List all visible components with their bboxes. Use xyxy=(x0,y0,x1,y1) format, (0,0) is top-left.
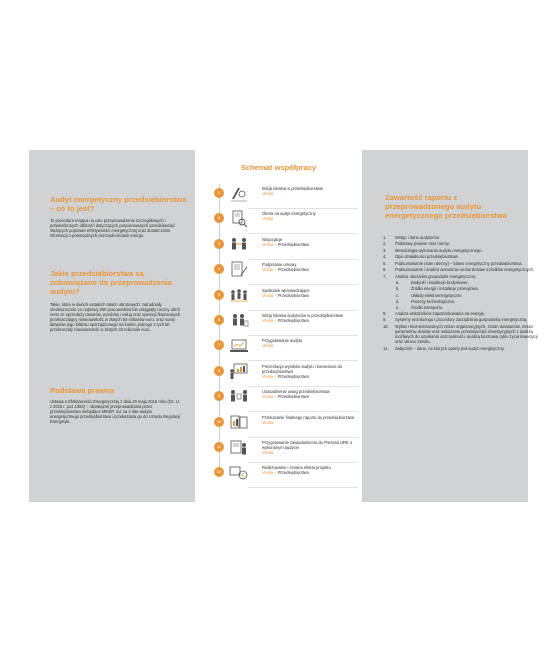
meeting-icon xyxy=(229,287,249,305)
role-veolia: Veolia xyxy=(262,394,274,400)
item-text: Procesy technologiczne, xyxy=(411,298,456,304)
role-veolia: Veolia xyxy=(262,343,274,349)
step-9 xyxy=(210,388,360,412)
step-text xyxy=(262,440,362,455)
step-roles xyxy=(262,470,362,475)
role-separator: + xyxy=(273,470,278,476)
item-marker: a. xyxy=(396,280,400,286)
step-divider xyxy=(248,437,358,438)
step-number: 1 xyxy=(214,188,224,198)
role-veolia: Veolia xyxy=(262,318,274,324)
step-number: 12 xyxy=(214,467,224,477)
agreement-icon xyxy=(229,388,249,406)
item-text: Analiza obszarów gospodarki energetycznej: xyxy=(395,273,477,279)
step-text xyxy=(262,389,362,399)
item-text: Opis działalności przedsiębiorstwa. xyxy=(395,254,459,260)
step-7 xyxy=(210,337,360,361)
step-title: Przygotowanie audytu xyxy=(262,338,303,344)
laptop-chart-icon xyxy=(229,337,249,355)
report-item xyxy=(383,310,539,316)
step-text xyxy=(262,237,362,247)
step-5 xyxy=(210,287,360,311)
cooperation-scheme-panel xyxy=(195,150,362,502)
item-text: Źródła energii i instalacje przesyłowe, xyxy=(411,286,480,292)
obligated-companies-text: Takie, które w dwóch ostatnich latach obrotowych: zatrudniały średniorocznie co najmniej 250 pracowników lub osiągnęły roczny obrót netto ze sprzedaży towarów, wyrobów i usług oraz operacji finansowych przekraczający równowartość w złotych 50 milionów euro, oraz sumy aktywów jego bilansu sporządzonego na koniec jednego z tych lat przekraczały równowartość w złotych 43 milionów euro. xyxy=(50,302,181,333)
item-marker: 11. xyxy=(383,345,389,351)
step-text xyxy=(262,338,362,348)
report-subitem xyxy=(394,305,539,310)
cooperation-scheme-title: Schemat współpracy xyxy=(240,163,317,172)
audit-definition-heading: Audyt energetyczny przedsiębiorstwa – co to jest? xyxy=(50,195,187,213)
item-text: Podsumowanie i analiza warunków umów dostaw nośników energetycznych. xyxy=(395,267,535,273)
item-text: Metodologia wykonania audytu energetycznego. xyxy=(395,247,483,253)
step-title: Realizowanie i zmiana efektu projektu xyxy=(262,465,331,471)
report-subitem xyxy=(394,280,539,285)
item-marker: 2. xyxy=(383,241,387,247)
step-divider xyxy=(248,462,358,463)
item-marker: 9. xyxy=(383,317,387,323)
step-text xyxy=(262,288,362,298)
step-roles xyxy=(262,318,362,323)
role-separator: + xyxy=(273,394,278,400)
step-title: Wizja lokalna audytorów w przedsiębiorstwie xyxy=(262,313,343,318)
report-item xyxy=(383,241,539,247)
step-divider xyxy=(248,411,358,412)
step-title: Uzasadnienie uwag przedsiębiorstwa xyxy=(262,389,330,395)
step-title: Negocjacje xyxy=(262,236,283,242)
item-marker: 7. xyxy=(383,273,387,279)
step-text xyxy=(262,465,362,475)
step-number: 8 xyxy=(214,366,224,376)
role-veolia: Veolia xyxy=(262,292,274,298)
item-text: Załącznik – dane, na których oparty jest audyt energetyczny. xyxy=(395,345,505,351)
role-company: Przedsiębiorstwo xyxy=(277,394,309,400)
obligated-companies-heading: Jakie przedsiębiorstwa są zobowiązane do przeprowadzenia audytu? xyxy=(50,269,172,296)
role-separator: + xyxy=(273,318,278,324)
role-veolia: Veolia xyxy=(262,191,274,197)
step-title: Prezentacja wyników audytu i konsensus do przedsiębiorstwa xyxy=(262,363,343,374)
item-text: Analiza wskaźników zapotrzebowania na energię. xyxy=(395,310,486,316)
step-text xyxy=(262,364,362,379)
report-item xyxy=(383,317,539,323)
step-divider xyxy=(248,284,358,285)
negotiation-icon xyxy=(229,236,249,254)
step-roles xyxy=(262,242,362,247)
role-veolia: Veolia xyxy=(262,470,274,476)
contract-sign-icon xyxy=(229,261,249,279)
report-item xyxy=(383,260,539,266)
step-divider xyxy=(248,208,358,209)
step-3 xyxy=(210,236,360,260)
step-10 xyxy=(210,414,360,438)
item-text: Środki transportu. xyxy=(411,304,444,310)
step-roles xyxy=(262,216,362,221)
step-2 xyxy=(210,210,360,234)
step-roles xyxy=(262,420,362,425)
item-text: Układy elektroenergetyczne, xyxy=(411,292,463,298)
report-contents-list xyxy=(380,235,539,352)
project-icon xyxy=(229,464,249,482)
report-item xyxy=(383,273,539,279)
step-text xyxy=(262,262,362,272)
step-roles xyxy=(262,450,362,455)
step-number: 7 xyxy=(214,340,224,350)
item-text: Budynki i instalacje budynkowe, xyxy=(411,280,469,286)
step-4 xyxy=(210,261,360,285)
step-roles xyxy=(262,191,362,196)
phone-icon xyxy=(229,185,249,203)
role-company: Przedsiębiorstwo xyxy=(277,241,309,247)
role-veolia: Veolia xyxy=(262,373,274,379)
step-roles xyxy=(262,343,362,348)
step-8 xyxy=(210,363,360,387)
report-item xyxy=(383,235,539,240)
report-item xyxy=(383,267,539,273)
role-company: Przedsiębiorstwo xyxy=(277,292,309,298)
step-divider xyxy=(248,360,358,361)
legal-basis-heading: Podstawa prawna xyxy=(50,386,115,395)
left-panel xyxy=(29,150,195,502)
step-11 xyxy=(210,439,360,463)
report-item xyxy=(383,254,539,260)
item-marker: d. xyxy=(396,298,400,304)
step-number: 5 xyxy=(214,290,224,300)
step-roles xyxy=(262,374,362,379)
role-veolia: Veolia xyxy=(262,241,274,247)
step-title: Oferta na audyt energetyczny xyxy=(262,211,316,217)
step-title: Przygotowanie zawiadomienia do Prezesa URE o wykonanym audycie xyxy=(262,440,353,451)
role-veolia: Veolia xyxy=(262,419,274,425)
role-separator: + xyxy=(273,241,278,247)
report-contents-heading: Zawartość raportu z przeprowadzonego audytu energetycznego przedsiębiorstwa xyxy=(385,193,507,220)
step-6 xyxy=(210,312,360,336)
step-divider xyxy=(248,259,358,260)
step-number: 11 xyxy=(214,442,224,452)
step-divider xyxy=(248,233,358,234)
step-title: Przekazanie finalnego raportu do przedsiębiorstwa xyxy=(262,414,354,420)
legal-basis-text: Ustawa o Efektywności Energetycznej z dnia 20 maja 2016 roku (Dz. U. z 2015 r. poz.1392) – obowiązek przeprowadzania przez przedsiębiorstwo niebędące MMŚP, raz na 4 lata audytu energetycznego przedsiębiorstwa i przekazania go do Urzędu Regulacji Energetyki. xyxy=(50,399,181,425)
role-separator: + xyxy=(273,373,278,379)
item-marker: e. xyxy=(396,304,400,310)
step-divider xyxy=(248,335,358,336)
report-item xyxy=(383,345,539,351)
step-text xyxy=(262,313,362,323)
svg-text:$: $ xyxy=(241,473,245,480)
audit-team-icon xyxy=(229,312,249,330)
step-title: Podpisanie umowy xyxy=(262,262,297,268)
role-veolia: Veolia xyxy=(262,450,274,456)
item-text: Systemy monitoringu i procedury zarządzania gospodarką energetyczną. xyxy=(395,317,528,323)
report-item xyxy=(383,247,539,253)
step-number: 10 xyxy=(214,417,224,427)
role-veolia: Veolia xyxy=(262,216,274,222)
step-number: 2 xyxy=(214,213,224,223)
item-marker: b. xyxy=(396,286,400,292)
item-marker: 3. xyxy=(383,247,387,253)
report-subitem xyxy=(394,299,539,304)
step-title: Spotkanie wprowadzające xyxy=(262,287,310,293)
role-separator: + xyxy=(273,267,278,273)
report-subitem xyxy=(394,286,539,291)
report-subitem xyxy=(394,293,539,298)
audit-definition-text: To procedura mająca na celu przeprowadzenie szczegółowych i potwierdzonych obliczeń dotyczących proponowanych przedsięwzięć służących poprawie efektywności energetycznej oraz dostarczenie informacji o potencjalnych oszczędnościach energii. xyxy=(50,218,176,239)
step-number: 3 xyxy=(214,239,224,249)
notification-icon xyxy=(229,439,249,457)
report-item xyxy=(383,323,539,345)
step-1 xyxy=(210,185,360,209)
step-number: 4 xyxy=(214,264,224,274)
document-search-icon xyxy=(229,210,249,228)
role-veolia: Veolia xyxy=(262,267,274,273)
role-company: Przedsiębiorstwo xyxy=(277,318,309,324)
step-roles xyxy=(262,267,362,272)
item-marker: 5. xyxy=(383,260,387,266)
item-marker: 6. xyxy=(383,267,387,273)
role-company: Przedsiębiorstwo xyxy=(277,470,309,476)
item-text: Wstęp i dane audytorów. xyxy=(395,235,440,240)
step-number: 6 xyxy=(214,315,224,325)
item-marker: c. xyxy=(396,292,400,298)
role-separator: + xyxy=(273,292,278,298)
step-roles xyxy=(262,293,362,298)
right-panel xyxy=(362,150,538,502)
role-company: Przedsiębiorstwo xyxy=(277,373,309,379)
step-divider xyxy=(248,386,358,387)
step-divider xyxy=(248,487,358,488)
item-marker: 8. xyxy=(383,310,387,316)
report-icon xyxy=(229,414,249,432)
role-company: Przedsiębiorstwo xyxy=(277,267,309,273)
step-roles xyxy=(262,394,362,399)
item-text: Podstawy prawne oraz normy. xyxy=(395,241,450,247)
item-marker: 4. xyxy=(383,254,387,260)
step-text xyxy=(262,211,362,221)
step-text xyxy=(262,186,362,196)
step-number: 9 xyxy=(214,391,224,401)
item-marker: 10. xyxy=(383,323,389,329)
step-12 xyxy=(210,464,360,488)
item-marker: 1. xyxy=(383,235,387,240)
item-text: Wykaz rekomendowanych zmian organizacyjnych, zmian dostawców, zmian parametrów dostaw oraz wskazanie przedsięwzięć inwestycyjnych z analizą możliwych do uzyskania oszczędności, analizą kosztową cyklu życia inwestycji oraz okresu zwrotu. xyxy=(395,323,538,345)
step-divider xyxy=(248,310,358,311)
presentation-icon xyxy=(229,363,249,381)
item-text: Podsumowanie (stan obecny) – bilans energetyczny przedsiębiorstwa. xyxy=(395,260,523,266)
step-title: Wizja lokalna w przedsiębiorstwie xyxy=(262,186,323,191)
step-text xyxy=(262,415,362,425)
